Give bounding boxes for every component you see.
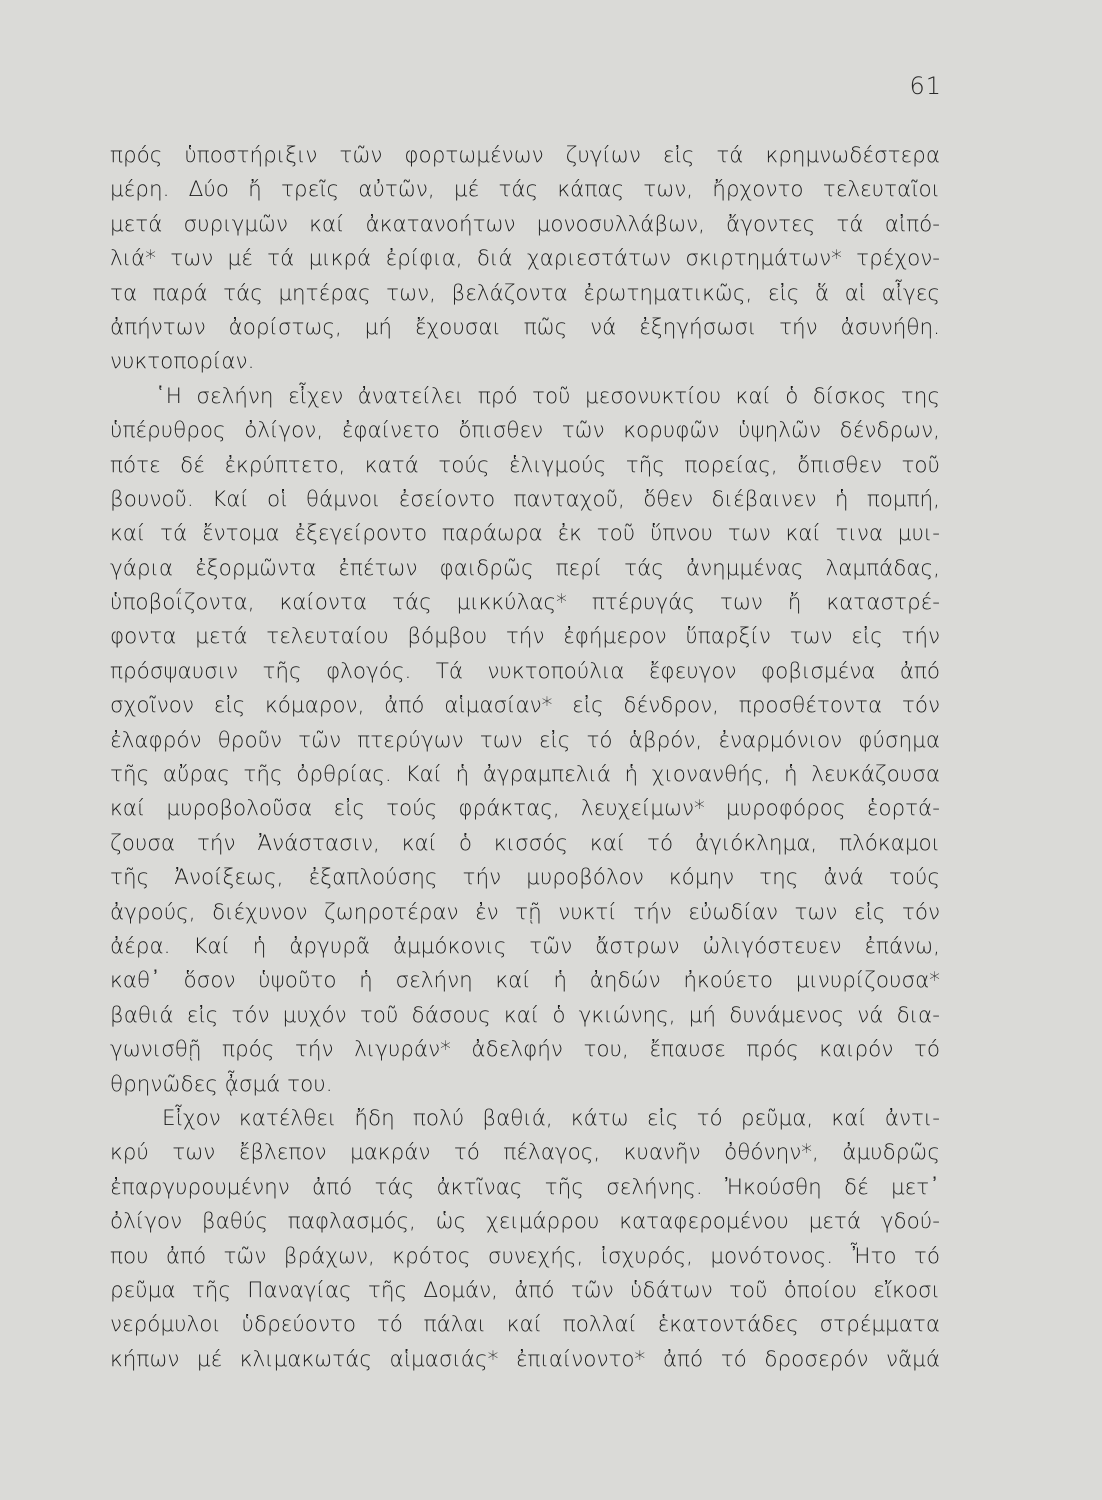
paragraph-start-line: Εἶχον κατέλθει ἤδη πολύ βαθιά, κάτω εἰς τό ρεῦμα, καί ἀντι- xyxy=(162,1105,940,1131)
text-line: νερόμυλοι ὑδρεύοντο τό πάλαι καί πολλαί ἑκατοντάδες στρέμματα xyxy=(110,1312,940,1338)
text-line: πρόσψαυσιν τῆς φλογός. Τά νυκτοπούλια ἔφευγον φοβισμένα ἀπό xyxy=(110,658,940,684)
text-line: φοντα μετά τελευταίου βόμβου τήν ἐφήμερον ὕπαρξίν των εἰς τήν xyxy=(110,624,940,650)
text-line: τα παρά τάς μητέρας των, βελάζοντα ἐρωτηματικῶς, εἰς ἅ αἱ αἶγες xyxy=(110,280,940,306)
page-number: 61 xyxy=(909,72,942,100)
text-line: ὀλίγον βαθύς παφλασμός, ὡς χειμάρρου καταφερομένου μετά γδού- xyxy=(110,1209,940,1235)
text-line: λιά* των μέ τά μικρά ἐρίφια, διά χαριεστάτων σκιρτημάτων* τρέχον- xyxy=(110,246,940,272)
paragraph-start-line: ῾Η σελήνη εἶχεν ἀνατείλει πρό τοῦ μεσονυκτίου καί ὁ δίσκος της xyxy=(155,383,940,409)
text-line: ἐλαφρόν θροῦν τῶν πτερύγων των εἰς τό ἁβρόν, ἐναρμόνιον φύσημα xyxy=(110,727,940,753)
text-line: κρύ των ἔβλεπον μακράν τό πέλαγος, κυανῆν ὀθόνην*, ἀμυδρῶς xyxy=(110,1140,940,1166)
text-line: τῆς Ἀνοίξεως, ἐξαπλούσης τήν μυροβόλον κόμην της ἀνά τούς xyxy=(110,865,940,891)
text-line: θρηνῶδες ᾆσμά του. xyxy=(110,1071,333,1097)
text-line: καθ᾿ ὅσον ὑψοῦτο ἡ σελήνη καί ἡ ἀηδών ἠκούετο μινυρίζουσα* xyxy=(110,968,940,994)
text-line: σχοῖνον εἰς κόμαρον, ἀπό αἱμασίαν* εἰς δένδρον, προσθέτοντα τόν xyxy=(110,693,940,719)
text-line: ρεῦμα τῆς Παναγίας τῆς Δομάν, ἀπό τῶν ὑδάτων τοῦ ὁποίου εἴκοσι xyxy=(110,1277,940,1303)
text-line: καί μυροβολοῦσα εἰς τούς φράκτας, λευχείμων* μυροφόρος ἑορτά- xyxy=(110,796,940,822)
text-line: ἀπήντων ἀορίστως, μή ἔχουσαι πῶς νά ἐξηγήσωσι τήν ἀσυνήθη. xyxy=(110,314,940,340)
text-line: μέρη. Δύο ἤ τρεῖς αὐτῶν, μέ τάς κάπας των, ἤρχοντο τελευταῖοι xyxy=(110,177,940,203)
text-line: τῆς αὔρας τῆς ὀρθρίας. Καί ἡ ἀγραμπελιά ἡ χιονανθής, ἡ λευκάζουσα xyxy=(110,762,940,788)
text-line: μετά συριγμῶν καί ἀκατανοήτων μονοσυλλάβων, ἄγοντες τά αἰπό- xyxy=(110,211,940,237)
text-line: ὑπέρυθρος ὀλίγον, ἐφαίνετο ὄπισθεν τῶν κορυφῶν ὑψηλῶν δένδρων, xyxy=(110,418,940,444)
text-line: ἀγρούς, διέχυνον ζωηροτέραν ἐν τῇ νυκτί τήν εὐωδίαν των εἰς τόν xyxy=(110,899,940,925)
text-line: ἐπαργυρουμένην ἀπό τάς ἀκτῖνας τῆς σελήνης. Ἠκούσθη δέ μετ᾿ xyxy=(110,1174,940,1200)
text-line: που ἀπό τῶν βράχων, κρότος συνεχής, ἰσχυρός, μονότονος. Ἦτο τό xyxy=(110,1243,940,1269)
text-line: καί τά ἔντομα ἐξεγείροντο παράωρα ἐκ τοῦ ὕπνου των καί τινα μυι- xyxy=(110,521,940,547)
text-line: βουνοῦ. Καί οἱ θάμνοι ἐσείοντο πανταχοῦ, ὅθεν διέβαινεν ἡ πομπή, xyxy=(110,486,940,512)
text-line: ὑποβοΐζοντα, καίοντα τάς μικκύλας* πτέρυγάς των ἤ καταστρέ- xyxy=(110,590,940,616)
body-text xyxy=(110,139,940,1377)
text-line: πότε δέ ἐκρύπτετο, κατά τούς ἑλιγμούς τῆς πορείας, ὄπισθεν τοῦ xyxy=(110,452,940,478)
text-line: βαθιά εἰς τόν μυχόν τοῦ δάσους καί ὁ γκιώνης, μή δυνάμενος νά δια- xyxy=(110,1002,940,1028)
text-line: ἀέρα. Καί ἡ ἀργυρᾶ ἀμμόκονις τῶν ἄστρων ὠλιγόστευεν ἐπάνω, xyxy=(110,933,940,959)
text-line: νυκτοπορίαν. xyxy=(110,349,255,375)
text-line: κήπων μέ κλιμακωτάς αἱμασιάς* ἐπιαίνοντο* ἀπό τό δροσερόν νᾶμά xyxy=(110,1346,940,1372)
text-line: γάρια ἐξορμῶντα ἐπέτων φαιδρῶς περί τάς ἀνημμένας λαμπάδας, xyxy=(110,555,940,581)
text-line: ζουσα τήν Ἀνάστασιν, καί ὁ κισσός καί τό ἀγιόκλημα, πλόκαμοι xyxy=(110,830,940,856)
text-line: πρός ὑποστήριξιν τῶν φορτωμένων ζυγίων εἰς τά κρημνωδέστερα xyxy=(110,143,940,168)
text-line: γωνισθῇ πρός τήν λιγυράν* ἀδελφήν του, ἔπαυσε πρός καιρόν τό xyxy=(110,1037,940,1063)
